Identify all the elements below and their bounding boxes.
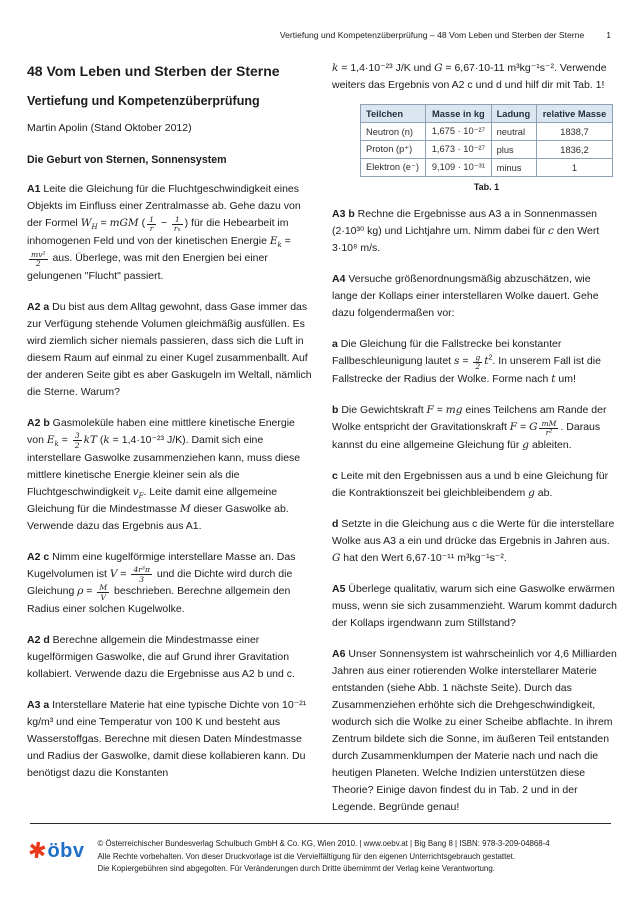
table-header-row	[361, 105, 613, 123]
table-header-relative-masse: relative Masse	[537, 105, 613, 123]
right-column	[332, 60, 619, 816]
table-cell: 1,673 · 10⁻²⁷	[426, 141, 491, 159]
table-header-masse: Masse in kg	[426, 105, 491, 123]
left-column	[27, 60, 314, 816]
constants-continuation: k = 1,4·10⁻²³ J/K und G = 6,67·10-11 m³kg⁻¹s⁻². Verwende weiters das Ergebnis von A2 c und d und hilf dir mit Tab. 1!	[332, 62, 607, 91]
footer-line-fees: Die Kopiergebühren sind abgegolten. Für Veränderungen durch Dritte übernimmt der Verlag keine Verantwortung.	[97, 864, 495, 873]
task-a4-c: c Leite mit den Ergebnissen aus a und b eine Gleichung für die Kontraktionszeit bei gleichbleibendem g ab.	[332, 469, 609, 499]
task-a2a: A2 a Du bist aus dem Alltag gewohnt, dass Gase immer das zur Verfügung stehende Volumen gleichmäßig ausfüllen. Es wird ziemlich sicher niemals passieren, dass sich die Luft in diesem Raum auf einmal zu einer Kugel zusammenballt. Auf der anderen Seite gibt es aber Gaskugeln im Weltall, nämlich die Sterne. Warum?	[27, 300, 312, 398]
footer-line-rights: Alle Rechte vorbehalten. Von dieser Druckvorlage ist die Vervielfältigung für den eigenen Unterrichtsgebrauch gestattet.	[97, 851, 516, 861]
section-heading: Die Geburt von Sternen, Sonnensystem	[27, 154, 227, 166]
oebv-logo-text: öbv	[47, 840, 85, 862]
table-cell: 1836,2	[537, 141, 613, 159]
page-header-title: Vertiefung und Kompetenzüberprüfung – 48 Vom Leben und Sterben der Sterne	[279, 30, 585, 40]
table-cell: neutral	[491, 123, 536, 141]
table-header-ladung: Ladung	[491, 105, 536, 123]
document-title: 48 Vom Leben und Sterben der Sterne	[27, 63, 280, 79]
table-cell: 1,675 · 10⁻²⁷	[426, 123, 491, 141]
document-author: Martin Apolin (Stand Oktober 2012)	[27, 122, 192, 134]
table-cell: 1838,7	[537, 123, 613, 141]
task-a5: A5 Überlege qualitativ, warum sich eine Gaswolke erwärmen muss, wenn sie sich zusammenzieht. Warum kommt dadurch der Kollaps irgendwann zum Stillstand?	[332, 582, 617, 629]
table-cell: 9,109 · 10⁻³¹	[426, 159, 491, 177]
task-a3b: A3 b Rechne die Ergebnisse aus A3 a in Sonnenmassen (2·10³⁰ kg) und Lichtjahre um. Nimm dabei für c den Wert 3·10⁸ m/s.	[332, 208, 600, 254]
two-column-layout	[27, 60, 617, 816]
oebv-star-icon: ✱	[26, 836, 49, 865]
oebv-logo	[26, 836, 85, 865]
table-row	[361, 141, 613, 159]
particle-table-body	[361, 123, 613, 177]
table-cell: Neutron (n)	[361, 123, 426, 141]
footer-line-copyright: © Österreichischer Bundesverlag Schulbuch GmbH & Co. KG, Wien 2010. | www.oebv.at | Big Bang 8 | ISBN: 978-3-209-04868-4	[97, 839, 550, 848]
footer-text	[98, 836, 550, 876]
particle-table	[360, 104, 613, 177]
table-caption: Tab. 1	[473, 182, 500, 192]
footer-divider	[30, 823, 611, 824]
particle-table-head	[361, 105, 613, 123]
task-a1: A1 Leite die Gleichung für die Fluchtgeschwindigkeit eines Objekts im Einfluss einer Zentralmasse ab. Gehe dazu von der Formel $W_H$ = mGM ( $\frac{1}{r}$ − $\frac{1}{\text{rₙ}}$ ) für die Hebearbeit im inhomogenen Feld und von der kinetischen Energie $E_k$ = $\frac{\text{mv²}}{2}$ aus. Überlege, was mit den Energien bei einer gelungenen "Flucht" passiert.	[27, 183, 301, 282]
task-a2b: A2 b Gasmoleküle haben eine mittlere kinetische Energie von $E_k$ = $\frac{3}{2}$ kT (k = 1,4·10⁻²³ J/K). Damit sich eine interstellare Gaswolke zusammenziehen kann, muss diese mittlere kinetische Energie kleiner sein als die Fluchtgeschwindigkeit $v_F$. Leite damit eine allgemeine Gleichung für die Mindestmasse M dieser Gaswolke ab. Verwende dazu das Ergebnis aus A1.	[27, 416, 301, 532]
task-a3a: A3 a Interstellare Materie hat eine typische Dichte von 10⁻²¹ kg/m³ und eine Temperatur von 100 K und besteht aus Wasserstoffgas. Berechne mit diesen Daten Mindestmasse und Radius der Gaswolke, damit diese kollabieren kann. Du benötigst dazu die Konstanten	[27, 699, 307, 780]
table-header-teilchen: Teilchen	[361, 105, 426, 123]
task-a6: A6 Unser Sonnensystem ist wahrscheinlich vor 4,6 Milliarden Jahren aus einer rotierenden Wolke interstellarer Materie entstanden (siehe Abb. 1 nächste Seite). Durch das Zusammenziehen erhöhte sich die Drehgeschwindigkeit, wodurch sich die Wolke zu einer Scheibe abflachte. In ihrem Zentrum bildete sich die Sonne, im äußeren Teil entstanden durch Zusammenklumpen der Materie nach und nach die heutigen Planeten. Welche Indizien unterstützen diese Theorie? Einige davon findest du in Tab. 2 und in der Legende. Begründe genau!	[332, 647, 617, 813]
table-cell: 1	[537, 159, 613, 177]
task-a4: A4 Versuche größenordnungsmäßig abzuschätzen, wie lange der Kollaps einer interstellaren Wolke dauert. Gehe dazu folgendermaßen vor:	[332, 273, 599, 319]
table-cell: plus	[491, 141, 536, 159]
task-a4-b: b Die Gewichtskraft F = mg eines Teilchens am Rande der Wolke entspricht der Gravitationskraft F = G $\frac{mM}{\text{r²}}$ . Daraus kannst du eine allgemeine Gleichung für g ableiten.	[332, 403, 607, 451]
footer	[28, 836, 614, 876]
table-row	[361, 159, 613, 177]
particle-table-wrap	[360, 104, 613, 192]
page-header	[280, 30, 611, 40]
table-cell: minus	[491, 159, 536, 177]
document-subtitle: Vertiefung und Kompetenzüberprüfung	[27, 94, 260, 108]
task-a2d: A2 d Berechne allgemein die Mindestmasse einer kugelförmigen Gaswolke, die auf Grund ihrer Gravitation kollabiert. Verwende dazu die Ergebnisse aus A2 b und c.	[27, 634, 295, 681]
table-cell: Proton (p⁺)	[361, 141, 426, 159]
table-cell: Elektron (e⁻)	[361, 159, 426, 177]
task-a2c: A2 c Nimm eine kugelförmige interstellare Masse an. Das Kugelvolumen ist V = $\frac{\text{4r³π}}{3}$ und die Dichte wird durch die Gleichung ρ = $\frac{M}{V}$ beschrieben. Berechne allgemein den Radius einer solchen Kugelwolke.	[27, 550, 296, 616]
task-a4-a: a Die Gleichung für die Fallstrecke bei konstanter Fallbeschleunigung lautet s = $\frac{g}{2}$ $t^2$. In unserem Fall ist die Fallstrecke der Radius der Wolke. Forme nach t um!	[332, 338, 601, 385]
table-row	[361, 123, 613, 141]
page-number: 1	[606, 30, 611, 40]
task-a4-d: d Setzte in die Gleichung aus c die Werte für die interstellare Wolke aus A3 a ein und drücke das Ergebnis in Jahren aus. G hat den Wert 6,67·10⁻¹¹ m³kg⁻¹s⁻².	[332, 517, 615, 564]
